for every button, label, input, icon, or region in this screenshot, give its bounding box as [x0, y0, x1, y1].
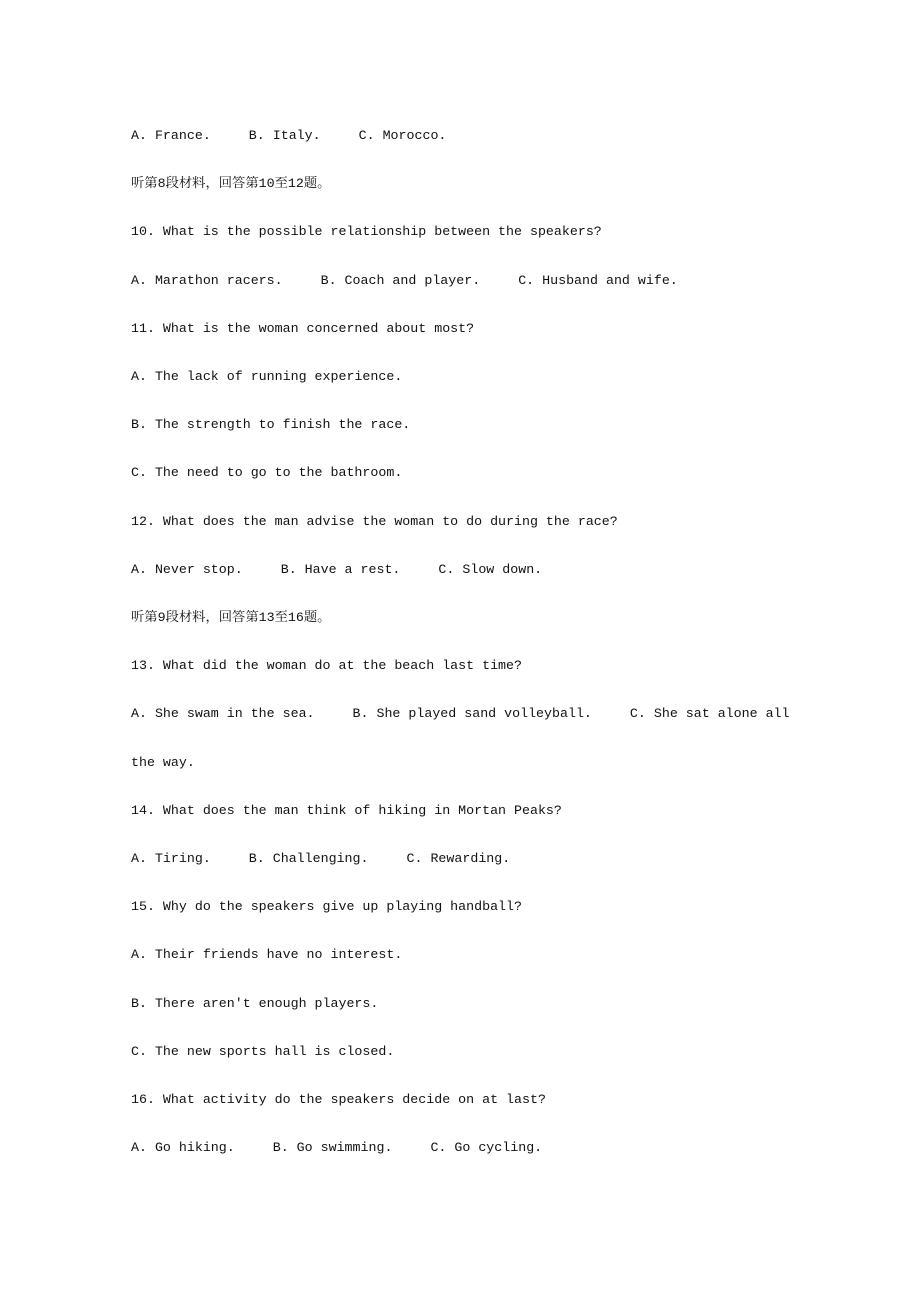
option-b: B. Italy. — [248, 128, 321, 143]
option-b: B. Challenging. — [248, 851, 369, 867]
option-b: B. There aren't enough players. — [131, 995, 379, 1011]
option-a: A. Go hiking. — [131, 1140, 235, 1156]
option-c: C. Slow down. — [438, 561, 543, 577]
question-16: 16. What activity do the speakers decide on at last? — [131, 1092, 546, 1108]
question-10: 10. What is the possible relationship between the speakers? — [131, 224, 602, 240]
question-12-options — [131, 546, 796, 594]
option-c: C. The need to go to the bathroom. — [131, 465, 403, 481]
option-b: B. She played sand volleyball. — [352, 706, 592, 722]
question-10-options — [131, 257, 796, 305]
option-c: C. The new sports hall is closed. — [131, 1043, 395, 1059]
option-a: A. Their friends have no interest. — [131, 947, 403, 963]
question-16-options — [131, 1124, 796, 1172]
question-12: 12. What does the man advise the woman to do during the race? — [131, 513, 618, 529]
option-c: C. Rewarding. — [406, 851, 511, 867]
question-14: 14. What does the man think of hiking in Mortan Peaks? — [131, 802, 562, 818]
option-a: A. Marathon racers. — [131, 272, 283, 288]
option-a: A. The lack of running experience. — [131, 369, 403, 385]
section-heading-8: 听第8段材料，回答第10至12题。 — [131, 176, 331, 192]
question-13-options — [131, 690, 796, 786]
option-c: C. Husband and wife. — [518, 272, 678, 288]
option-a: A. Tiring. — [131, 851, 211, 867]
option-c: C. She sat alone all the way. — [131, 706, 790, 770]
option-a: A. She swam in the sea. — [131, 706, 315, 722]
q9-options — [131, 112, 796, 160]
question-15: 15. Why do the speakers give up playing handball? — [131, 899, 522, 915]
option-c: C. Go cycling. — [430, 1140, 543, 1156]
option-b: B. The strength to finish the race. — [131, 417, 411, 433]
option-c: C. Morocco. — [358, 128, 447, 143]
option-b: B. Coach and player. — [320, 272, 481, 288]
question-14-options — [131, 835, 796, 883]
option-b: B. Have a rest. — [280, 561, 401, 577]
document-body — [131, 112, 796, 1172]
section-heading-9: 听第9段材料，回答第13至16题。 — [131, 610, 331, 626]
option-b: B. Go swimming. — [272, 1140, 393, 1156]
question-11: 11. What is the woman concerned about most? — [131, 320, 475, 336]
question-13: 13. What did the woman do at the beach last time? — [131, 658, 522, 674]
option-a: A. France. — [131, 128, 211, 143]
option-a: A. Never stop. — [131, 561, 243, 577]
